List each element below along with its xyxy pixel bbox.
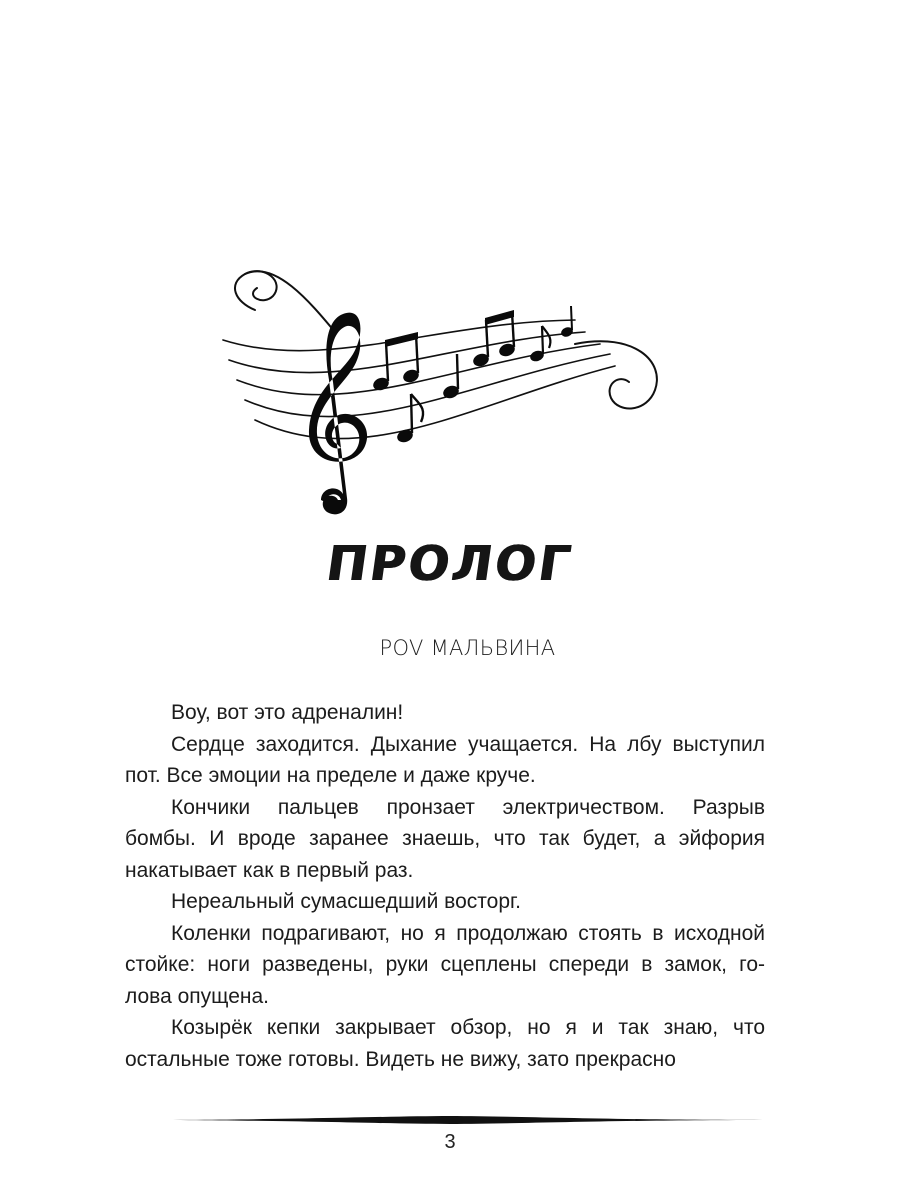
body-text [125, 697, 765, 1075]
paragraph-line: Коленки подрагивают, но я продолжаю стоять в исходной [171, 921, 765, 945]
paragraph-line: стойке: ноги разведены, руки сцеплены спереди в замок, го- [125, 953, 765, 976]
pov-subtitle: POV МАЛЬВИНА [379, 636, 556, 660]
paragraph-line: Нереальный сумасшедший восторг. [171, 890, 521, 913]
paragraph-line: Воу, вот это адреналин! [171, 701, 404, 724]
paragraph-line: Кончики пальцев пронзает электричеством. Разрыв [171, 795, 765, 819]
paragraph-line: Сердце заходится. Дыхание учащается. На лбу выступил [171, 732, 765, 756]
footer-divider [130, 1114, 770, 1126]
chapter-title: ПРОЛОГ [323, 536, 577, 592]
treble-clef-music-notes-icon [215, 262, 675, 522]
paragraph-line: лова опущена. [125, 984, 269, 1008]
page-number: 3 [444, 1131, 456, 1153]
paragraph-line: остальные тоже готовы. Видеть не вижу, зато прекрасно [125, 1047, 676, 1071]
paragraph-line: пот. Все эмоции на пределе и даже круче. [125, 764, 536, 787]
paragraph-line: Козырёк кепки закрывает обзор, но я и так знаю, что [171, 1016, 765, 1039]
paragraph-line: бомбы. И вроде заранее знаешь, что так будет, а эйфория [125, 827, 765, 850]
paragraph-line: накатывает как в первый раз. [125, 858, 414, 882]
